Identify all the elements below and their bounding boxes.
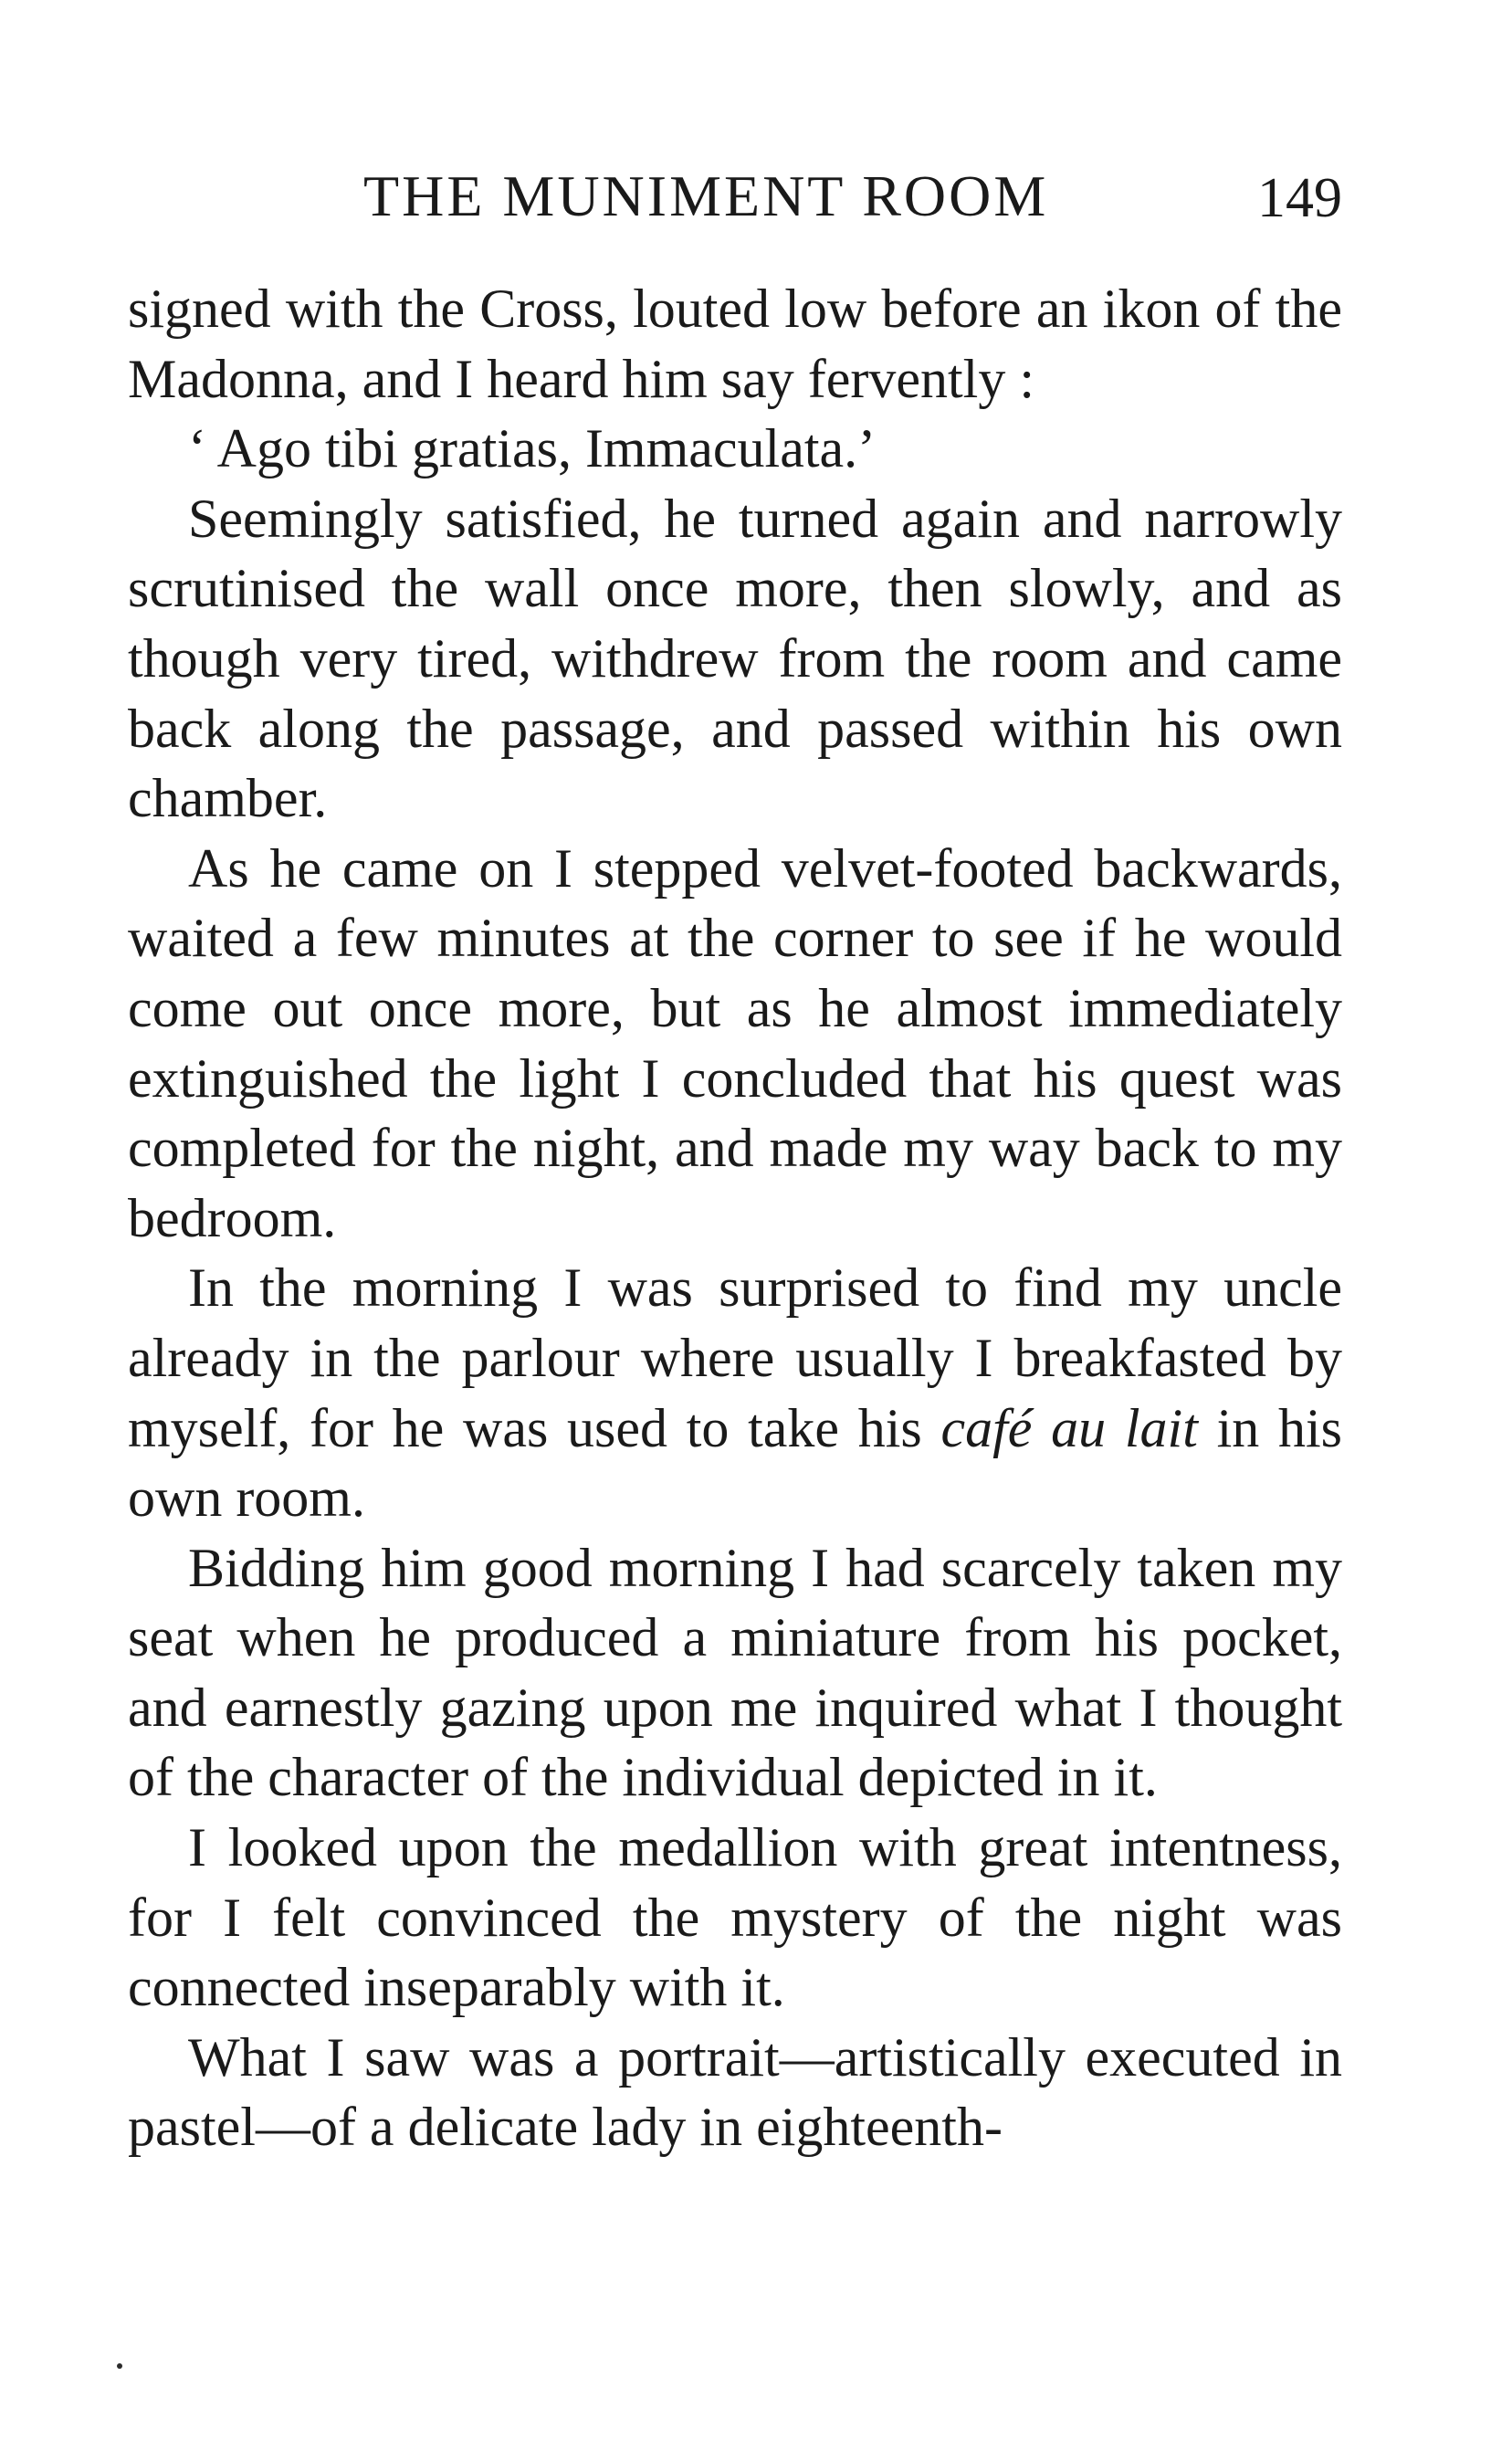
paragraph: As he came on I stepped velvet-footed backwards, waited a few minutes at the corner to see if he would come out once more, but as he almost immediately extinguished the light I concluded that his quest was completed for the night, and made my way back to my bedroom.: [128, 837, 1342, 1248]
running-head: [128, 163, 1342, 245]
paragraph: [128, 1253, 1342, 1532]
running-title: THE MUNIMENT ROOM: [363, 163, 1049, 228]
print-speck: [117, 2363, 122, 2369]
paragraph-text: In the morning I was surprised to find my uncle already in the parlour where usually I breakfasted by myself, for he was used to take his: [128, 1257, 1342, 1458]
paragraph-quotation: ‘ Ago tibi gratias, Immaculata.’: [188, 418, 877, 479]
page-number: 149: [1257, 167, 1342, 229]
paragraph: Bidding him good morning I had scarcely taken my seat when he produced a miniature from his pocket, and earnestly gazing upon me inquired what I thought of the character of the individual depicted in it.: [128, 1537, 1342, 1808]
body-text: [128, 274, 1342, 2162]
paragraph: I looked upon the medallion with great intentness, for I felt convinced the mystery of the night was connected inseparably with it.: [128, 1817, 1342, 2018]
paragraph-text: in his own room.: [128, 1397, 1342, 1529]
paragraph-continuation: signed with the Cross, louted low before an ikon of the Madonna, and I heard him say fervently :: [128, 279, 1342, 409]
paragraph: What I saw was a portrait—artistically executed in pastel—of a delicate lady in eighteenth-: [128, 2026, 1342, 2158]
italic-phrase: café au lait: [940, 1397, 1198, 1458]
paragraph: Seemingly satisfied, he turned again and narrowly scrutinised the wall once more, then slowly, and as though very tired, withdrew from the room and came back along the passage, and passed within his own chamber.: [128, 488, 1342, 829]
